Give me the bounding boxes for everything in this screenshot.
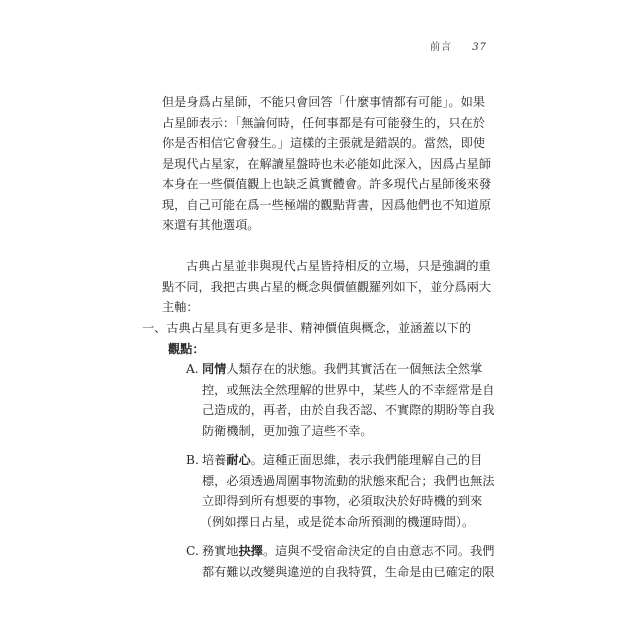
item-text: 人類存在的狀態。我們其實活在一個無法全然掌 [226,362,483,376]
text-line: 點不同，我把古典占星的概念與價値觀羅列如下，並分爲兩大 [162,279,492,294]
paragraph-2 [162,256,492,318]
text-line: 控，或無法全然理解的世界中，某些人的不幸經常是自 [202,382,495,397]
list-heading-subline: 觀點： [168,341,205,356]
section-title: 前言 [430,42,452,53]
text-line: 本身在一些價值觀上也缺乏眞實體會。許多現代占星師後來發 [162,177,492,191]
running-header [430,38,487,53]
item-keyword: 抉擇 [238,544,263,558]
item-label: A. [186,362,199,376]
text-line: 現，自己可能在爲一些極端的觀點背書，因爲他們也不知道原 [162,197,492,212]
text-line: 占星師表示：「無論何時，任何事都是有可能發生的，只在於 [162,115,485,130]
item-keyword: 同情 [202,362,227,376]
item-label: B. [186,453,199,467]
text-line: （例如擇日占星，或是從本命所預測的機運時間）。 [200,514,475,529]
text-line: 是現代占星家，在解讀星盤時也未必能如此深入，因爲占星師 [162,156,492,171]
text-line: 來還有其他選項。 [162,218,260,232]
list-item-b [162,450,495,532]
paragraph-1 [162,92,492,236]
list-item-first-line [162,450,492,471]
list-heading [142,318,492,359]
item-prefix: 培養 [202,453,227,467]
text-line: 你是否相信它會發生。」這樣的主張就是錯誤的。當然，即使 [162,136,485,150]
text-line: 己造成的，再者，由於自我否認、不實際的期盼等自我 [202,403,495,417]
list-item-a [162,359,495,441]
item-label: C. [186,544,199,558]
text-line: 標，必須透過周圍事物流動的狀態來配合；我們也無法 [202,473,495,488]
list-item-first-line [162,359,492,380]
item-prefix: 務實地 [202,544,239,558]
text-line: 都有難以改變與違逆的自我特質，生命是由已確定的限 [202,564,495,579]
list-item-c [162,541,495,582]
text-line: 防衛機制，更加強了這些不幸。 [202,423,373,438]
text-line: 但是身爲占星師，不能只會回答「什麼事情都有可能」。如果 [162,95,485,109]
text-line: 主軸： [162,300,199,314]
list-item-first-line [162,541,495,562]
page-number: 37 [472,42,487,53]
item-text: 。這與不受宿命決定的自由意志不同。我們 [262,544,495,558]
text-line: 立即得到所有想要的事物，必須取決於好時機的到來 [202,494,483,508]
item-text: 。這種正面思維，表示我們能理解自己的目 [250,453,483,467]
item-keyword: 耐心 [226,453,251,467]
text-line: 古典占星並非與現代占星皆持相反的立場，只是強調的重 [186,259,491,273]
list-heading-line: 一、古典占星具有更多是非、精神價值與概念，並涵蓋以下的 [142,321,472,335]
